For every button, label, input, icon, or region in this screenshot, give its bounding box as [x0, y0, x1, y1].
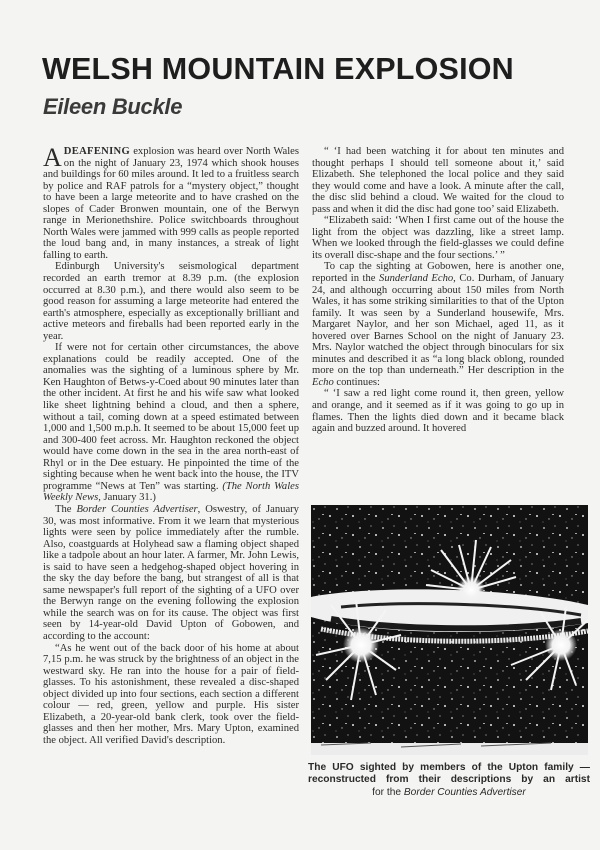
left-column	[43, 143, 299, 746]
source-citation: Echo	[312, 376, 334, 388]
paragraph-1	[43, 143, 299, 261]
paragraph-text: continues:	[333, 376, 380, 388]
caption-credit-lead: for the	[372, 786, 404, 798]
ufo-drawing-icon	[311, 505, 588, 755]
paragraph-6: “ ‘I had been watching it for about ten minutes and thought perhaps I should tell someone about it,’ said Elizabeth. She telephoned the local police and they said they would come and have a look. A minute after the call, the disc slid behind a cloud. We waited for the cloud to pass and when it did the disc had gone too’ said Elizabeth.	[312, 146, 564, 215]
paragraph-text: , Co. Durham, of January 24, and although occurring about 150 miles from North Wales, it has some striking similarities to that of the Upton family. It was seen by a Sunderland housewife, Mrs. Margaret Naylor, and her son Michael, aged 11, as it hovered over Barnes School on the night of January 23. Mrs. Naylor watched the object through binoculars for six minutes and described it as “a long black oblong, rounded more on the top than underneath.” Her description in the	[312, 273, 565, 377]
article-title: WELSH MOUNTAIN EXPLOSION	[42, 52, 514, 86]
ufo-illustration	[311, 505, 588, 755]
paragraph-8	[312, 261, 564, 388]
paragraph-4	[43, 504, 299, 643]
paragraph-9: “ ‘I saw a red light come round it, then green, yellow and orange, and it seemed as if it was going to go up in flames. Then the lights died down and it became black again and buzzed around. It hovered	[312, 388, 564, 435]
paragraph-2: Edinburgh University's seismological department recorded an earth tremor at 8.39 p.m. (the explosion occurred at 8.30 p.m.), and there would also seem to be good reason for assuming a large meteorite had entered the earth's atmosphere, especially as exceptionally brilliant and active meteors and fireballs had been reported early in the year.	[43, 261, 299, 342]
source-citation: Sunderland Echo	[379, 273, 454, 285]
paragraph-text: , Oswestry, of January 30, was most informative. From it we learn that mysterious lights were seen by police immediately after the rumble. Also, coastguards at Holyhead saw a flaming object shaped like a tadpole about an hour later. A farmer, Mr. John Lewis, is said to have seen a hedgehog-shaped object hovering in the sky the day before the bang, but strangest of all is that same newspaper's full report of the sighting of a UFO over the Berwyn range on the evening following the explosion while the search was on for its cause. The object was first seen by 14-year-old David Upton of Gobowen, and according to the account:	[43, 503, 299, 642]
drop-cap: A	[43, 143, 62, 172]
source-citation: (The North Wales Weekly News,	[43, 480, 299, 504]
paragraph-text: To cap the sighting at Gobowen, here is another one, reported in the	[312, 261, 564, 285]
source-date: January 31.)	[100, 492, 156, 504]
source-citation: Border Counties Advertiser	[76, 503, 198, 515]
caption-source: Border Counties Advertiser	[403, 786, 526, 798]
paragraph-5: “As he went out of the back door of his home at about 7,15 p.m. he was struck by the brightness of an object in the westward sky. He ran into the house for a pair of field-glasses. To his astonishment, these revealed a disc-shaped object divided up into four sections, each section a different colour — red, green, yellow and purple. His sister Elizabeth, a 20-year-old bank clerk, took over the field-glasses and then her mother, Mrs. Mary Upton, examined the object. All verified David's description.	[43, 642, 299, 746]
paragraph-text: explosion was heard over North Wales on the night of January 23, 1974 which shook houses and buildings for 60 miles around. It led to a fruitless search by police and RAF patrols for a “mystery object,” thought to have been a large meteorite and to have crashed on the slopes of Cader Bronwen mountain, one of the Berwyn range in Merionethshire. Police switchboards throughout North Wales were jammed with 999 calls as people reported the loud bang and, in many instances, a streak of light falling to earth.	[43, 146, 299, 261]
figure-caption	[308, 762, 590, 799]
caption-text: The UFO sighted by members of the Upton family — reconstructed from their descriptions by an artist	[308, 762, 590, 786]
lead-caps: DEAFENING	[63, 146, 131, 157]
paragraph-3	[43, 342, 299, 504]
paragraph-7: “Elizabeth said: ‘When I first came out of the house the light from the object was dazzling, like a street lamp. When we looked through the field-glasses we could define its overall disc-shape and the four sections.’ ”	[312, 215, 564, 261]
paragraph-text: If were not for certain other circumstances, the above explanations could be readily accepted. One of the anomalies was the sighting of a luminous sphere by Mr. Ken Haughton of Betws-y-Coed about 90 minutes later than the other incident. At first he and his wife saw what looked like sheet lightning behind a cloud, and then a sphere, without a tail, coming down at a speed estimated between 1,000 and 1,500 m.p.h. It seemed to be about 15,000 feet up and 300-400 feet across. Mr. Haughton reckoned the object would have come down in the sea in the area north-east of Rhyl or in the Dee estuary. He pinpointed the time of the sighting because when he went back into the house, the ITV programme “News at Ten” was starting.	[43, 342, 299, 492]
right-column	[312, 146, 564, 435]
author-byline: Eileen Buckle	[43, 94, 183, 119]
caption-credit	[308, 787, 590, 799]
paragraph-text: The	[55, 503, 77, 515]
